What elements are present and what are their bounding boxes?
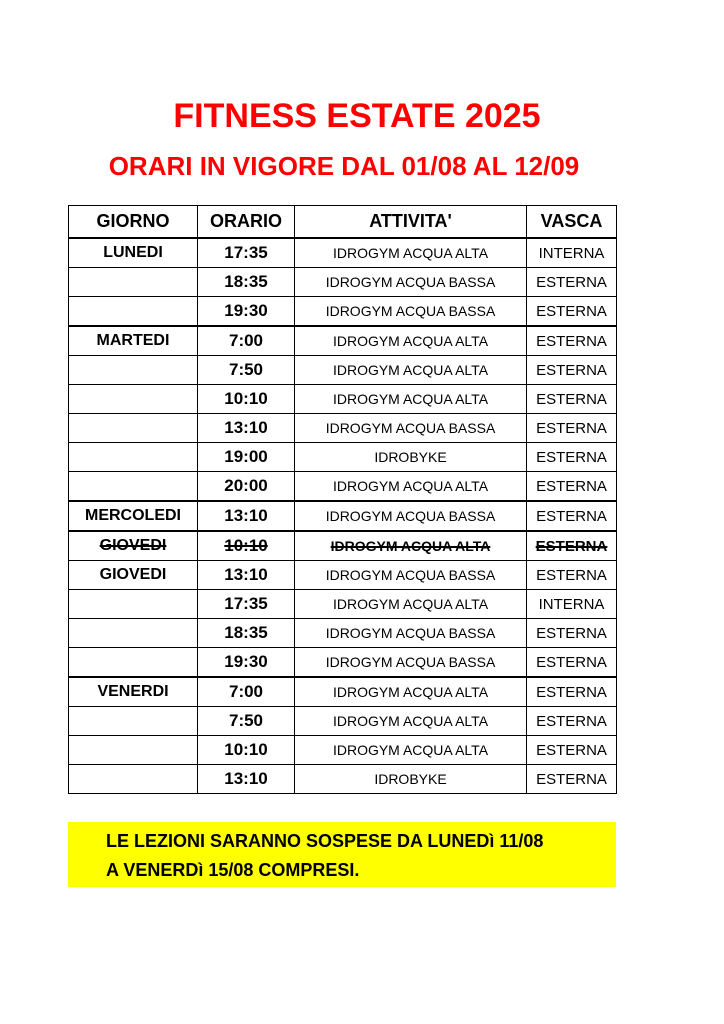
cell-attivita: IDROGYM ACQUA ALTA xyxy=(295,472,527,502)
schedule-table xyxy=(68,205,617,794)
cell-attivita: IDROGYM ACQUA BASSA xyxy=(295,501,527,531)
cell-giorno: GIOVEDI xyxy=(69,561,198,590)
cell-vasca: ESTERNA xyxy=(527,619,617,648)
cell-orario: 19:00 xyxy=(198,443,295,472)
cell-vasca: ESTERNA xyxy=(527,385,617,414)
cell-attivita: IDROGYM ACQUA BASSA xyxy=(295,648,527,678)
cell-vasca: ESTERNA xyxy=(527,648,617,678)
cell-vasca: ESTERNA xyxy=(527,707,617,736)
table-row xyxy=(69,561,617,590)
cell-giorno xyxy=(69,765,198,794)
cell-giorno xyxy=(69,619,198,648)
cell-giorno xyxy=(69,385,198,414)
table-row xyxy=(69,590,617,619)
cell-vasca: ESTERNA xyxy=(527,501,617,531)
cell-attivita: IDROGYM ACQUA ALTA xyxy=(295,385,527,414)
cell-vasca: ESTERNA xyxy=(527,443,617,472)
cell-orario: 7:50 xyxy=(198,707,295,736)
cell-vasca: ESTERNA xyxy=(527,414,617,443)
cell-orario: 7:00 xyxy=(198,677,295,707)
cell-orario: 13:10 xyxy=(198,561,295,590)
cell-orario: 13:10 xyxy=(198,765,295,794)
cell-giorno xyxy=(69,648,198,678)
cell-orario: 13:10 xyxy=(198,501,295,531)
table-row xyxy=(69,619,617,648)
table-row xyxy=(69,414,617,443)
cell-vasca: ESTERNA xyxy=(527,297,617,327)
cell-attivita: IDROGYM ACQUA ALTA xyxy=(295,531,527,561)
cell-orario: 10:10 xyxy=(198,736,295,765)
table-row xyxy=(69,443,617,472)
cell-attivita: IDROGYM ACQUA ALTA xyxy=(295,707,527,736)
cell-orario: 20:00 xyxy=(198,472,295,502)
header-giorno: GIORNO xyxy=(69,206,198,239)
cell-attivita: IDROGYM ACQUA BASSA xyxy=(295,561,527,590)
cell-giorno xyxy=(69,590,198,619)
cell-orario: 10:10 xyxy=(198,531,295,561)
cell-vasca: ESTERNA xyxy=(527,472,617,502)
cell-orario: 13:10 xyxy=(198,414,295,443)
cell-vasca: ESTERNA xyxy=(527,268,617,297)
cell-giorno xyxy=(69,707,198,736)
notice-line-1: LE LEZIONI SARANNO SOSPESE DA LUNEDì 11/08 xyxy=(106,831,544,851)
table-row xyxy=(69,765,617,794)
cell-giorno xyxy=(69,736,198,765)
table-row xyxy=(69,326,617,356)
table-row xyxy=(69,472,617,502)
header-vasca: VASCA xyxy=(527,206,617,239)
cell-giorno xyxy=(69,268,198,297)
cell-giorno: LUNEDI xyxy=(69,238,198,268)
cell-attivita: IDROGYM ACQUA ALTA xyxy=(295,238,527,268)
table-row xyxy=(69,297,617,327)
cell-orario: 19:30 xyxy=(198,297,295,327)
cell-vasca: ESTERNA xyxy=(527,736,617,765)
header-attivita: ATTIVITA' xyxy=(295,206,527,239)
cell-vasca: INTERNA xyxy=(527,238,617,268)
cell-attivita: IDROGYM ACQUA BASSA xyxy=(295,619,527,648)
cell-giorno: MERCOLEDI xyxy=(69,501,198,531)
cell-giorno xyxy=(69,297,198,327)
cell-orario: 7:00 xyxy=(198,326,295,356)
cell-attivita: IDROGYM ACQUA BASSA xyxy=(295,297,527,327)
cell-attivita: IDROGYM ACQUA ALTA xyxy=(295,677,527,707)
table-row-cancelled xyxy=(69,531,617,561)
cell-vasca: ESTERNA xyxy=(527,765,617,794)
cell-orario: 18:35 xyxy=(198,268,295,297)
cell-giorno xyxy=(69,356,198,385)
cell-orario: 10:10 xyxy=(198,385,295,414)
cell-orario: 7:50 xyxy=(198,356,295,385)
cell-attivita: IDROGYM ACQUA ALTA xyxy=(295,590,527,619)
cell-orario: 17:35 xyxy=(198,590,295,619)
cell-vasca: ESTERNA xyxy=(527,677,617,707)
cell-giorno: MARTEDI xyxy=(69,326,198,356)
cell-orario: 18:35 xyxy=(198,619,295,648)
table-row xyxy=(69,501,617,531)
cell-attivita: IDROGYM ACQUA BASSA xyxy=(295,268,527,297)
cell-giorno xyxy=(69,472,198,502)
cell-attivita: IDROBYKE xyxy=(295,765,527,794)
cell-vasca: ESTERNA xyxy=(527,561,617,590)
cell-vasca: ESTERNA xyxy=(527,531,617,561)
table-row xyxy=(69,238,617,268)
cell-attivita: IDROGYM ACQUA ALTA xyxy=(295,736,527,765)
cell-attivita: IDROGYM ACQUA ALTA xyxy=(295,326,527,356)
table-row xyxy=(69,648,617,678)
table-row xyxy=(69,268,617,297)
table-header-row xyxy=(69,206,617,239)
table-row xyxy=(69,385,617,414)
cell-orario: 19:30 xyxy=(198,648,295,678)
table-row xyxy=(69,356,617,385)
cell-giorno xyxy=(69,414,198,443)
header-orario: ORARIO xyxy=(198,206,295,239)
table-row xyxy=(69,677,617,707)
cell-giorno: GIOVEDI xyxy=(69,531,198,561)
table-row xyxy=(69,707,617,736)
cell-attivita: IDROGYM ACQUA BASSA xyxy=(295,414,527,443)
page-subtitle: ORARI IN VIGORE DAL 01/08 AL 12/09 xyxy=(108,151,580,181)
cell-orario: 17:35 xyxy=(198,238,295,268)
cell-attivita: IDROBYKE xyxy=(295,443,527,472)
cell-giorno xyxy=(69,443,198,472)
page-title: FITNESS ESTATE 2025 xyxy=(173,97,541,135)
cell-vasca: ESTERNA xyxy=(527,326,617,356)
table-row xyxy=(69,736,617,765)
notice-line-2: A VENERDì 15/08 COMPRESI. xyxy=(106,860,360,880)
cell-attivita: IDROGYM ACQUA ALTA xyxy=(295,356,527,385)
cell-vasca: ESTERNA xyxy=(527,356,617,385)
cell-vasca: INTERNA xyxy=(527,590,617,619)
suspension-notice xyxy=(68,822,616,887)
cell-giorno: VENERDI xyxy=(69,677,198,707)
